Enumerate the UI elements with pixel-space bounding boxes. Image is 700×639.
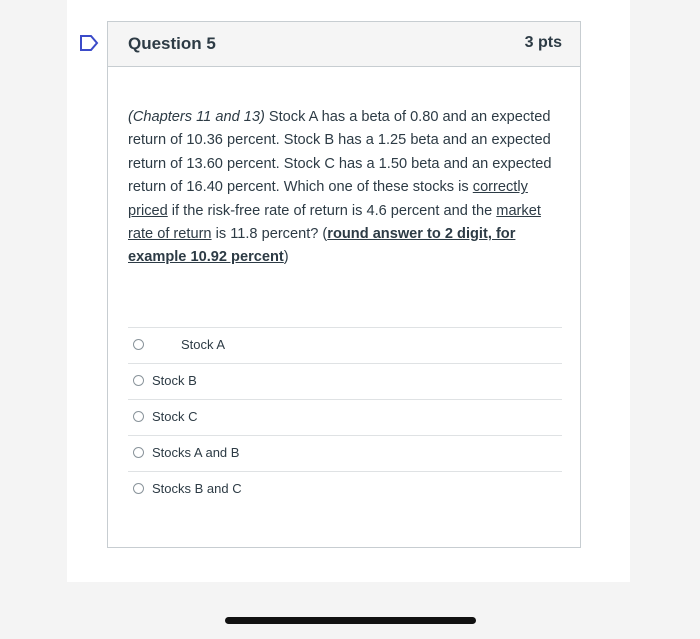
answer-option[interactable] [128,471,562,507]
answer-option[interactable] [128,399,562,435]
answer-label: Stocks A and B [152,445,240,460]
question-text-part: is 11.8 percent? ( [211,226,328,243]
answer-label: Stock A [181,337,226,352]
radio-button[interactable] [133,375,144,386]
home-indicator[interactable] [225,617,476,624]
question-header [108,22,580,67]
question-text-part: if the risk-free rate of return is 4.6 percent and the [167,202,497,219]
answer-label: Stock C [152,409,198,424]
radio-button[interactable] [133,483,144,494]
question-text [128,106,568,270]
term-market-rate: market rate of return [128,202,541,243]
question-text-part: ) [283,249,289,266]
radio-button[interactable] [133,411,144,422]
question-title: Question 5 [128,34,216,53]
answer-label: Stocks B and C [152,481,242,496]
rounding-instruction: round answer to 2 digit, for example 10.92 percent [128,226,516,266]
answer-label: Stock B [152,373,197,388]
question-card [107,21,581,548]
radio-button[interactable] [133,339,144,350]
answer-option[interactable] [128,327,562,363]
answer-option[interactable] [128,363,562,399]
term-correctly-priced: correctly priced [128,179,528,219]
question-text-part: Stock A has a beta of 0.80 and an expected return of 10.36 percent. Stock B has a 1.25 beta and an expected return of 13.60 percent. Stock C has a 1.50 beta and an expected return of 16.40 percent. Which one of these stocks is [128,109,552,196]
radio-button[interactable] [133,447,144,458]
question-points: 3 pts [524,34,562,51]
answer-option[interactable] [128,435,562,471]
bookmark-icon[interactable] [79,34,99,52]
answer-list [128,327,562,507]
question-chapters: (Chapters 11 and 13) [128,109,265,125]
